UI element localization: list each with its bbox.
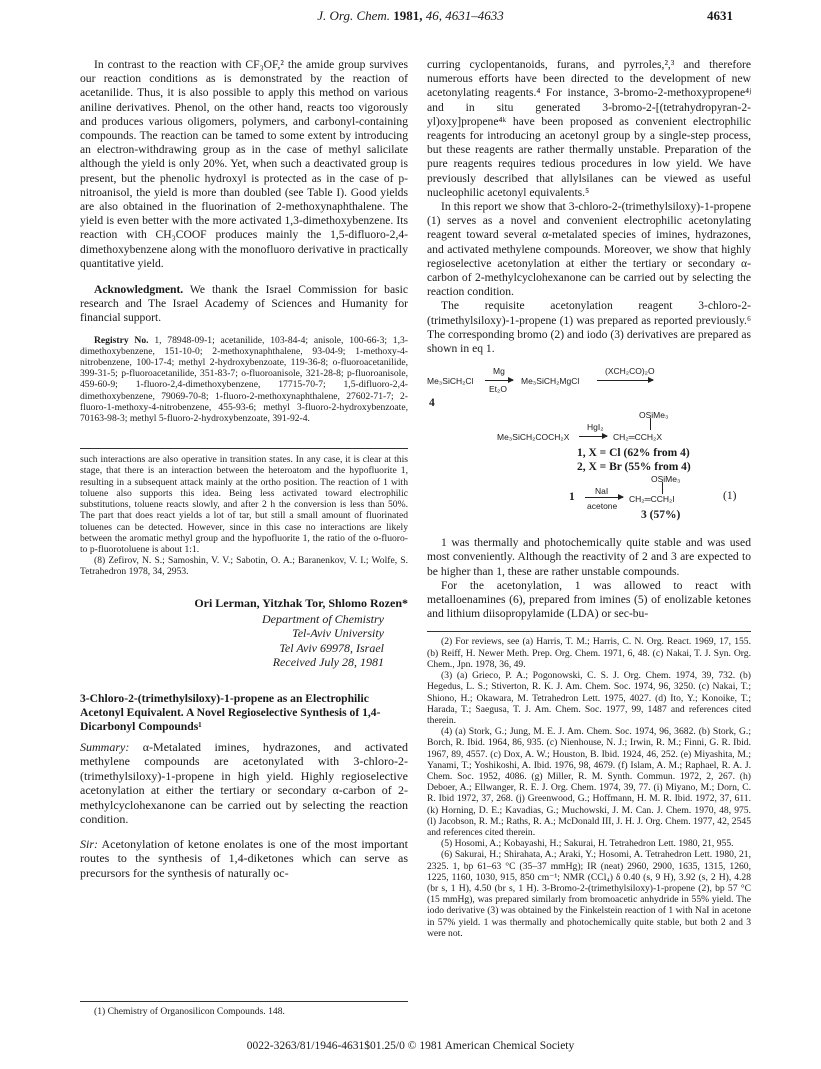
page-footer: 0022-3263/81/1946-4631$01.25/0 © 1981 American Chemical Society xyxy=(246,1040,575,1052)
affiliation xyxy=(80,612,408,670)
summary-heading: Summary: xyxy=(80,739,130,754)
scheme-reagent-hgi2: HgI₂ xyxy=(587,422,604,433)
sir-text: Acetonylation of ketone enolates is one of the most important routes to the synthesis of 1,4-diketones which can serve as precursors for the synthesis of naturally oc- xyxy=(80,836,408,880)
paragraph-4: 1 was thermally and photochemically quite stable and was used most conveniently. Although the reactivity of 2 and 3 are expected to be higher than 1, these are rather unstable compounds. xyxy=(427,536,751,578)
acknowledgment xyxy=(80,283,408,326)
footnote-continuation: such interactions are also operative in transition states. In any case, it is clear at this stage, that there is an interaction between the heteroatom and the hypofluorite 1, resulting in a subsequent attack mainly at the ortho position. The reaction of 1 with toluene also supports this idea. Being less activated toward electrophilic substitutions, toluene reacts slowly, and after 2 h the conversion is less than 50%. The part that does react yields a lot of tar, but still a small amount of fluorinated toluenes can be detected. However, since in this case no interactions are likely between the aromatic methyl group and the hypofluorite 1, the ratio of the o-fluoro- to p-fluorotoluene is about 1:1. xyxy=(80,454,408,555)
paragraph-2: In this report we show that 3-chloro-2-(trimethylsiloxy)-1-propene (1) serves as a novel and convenient electrophilic acetonylating reagent toward several α-metalated species of imines, hydrazones, and activated methylene compounds. Moreover, we show that highly regioselective acetonylation at either the tertiary or secondary α-carbon of 2-methylcyclohexanone can be carried out by selecting the reaction condition. xyxy=(427,200,751,299)
scheme-reagent-nai: NaI xyxy=(595,486,609,497)
summary-text: α-Metalated imines, hydrazones, and activated methylene compounds are acetonylated with 3-chloro-2-(trimethylsiloxy)-1-propene in high yield. Highly regioselective acetonylation at either the tertiary or secondary α-carbon of 2-methylcyclohexanone can be carried out by selecting the reaction condition. xyxy=(80,739,409,827)
registry-text: 1, 78948-09-1; acetanilide, 103-84-4; anisole, 100-66-3; 1,3-dimethoxybenzene, 151-10-0; 2-methoxynaphthalene, 93-04-9; 1-methoxy-4-nitrobenzene, 100-17-4; methyl 2-hydroxybenzoate, 119-36-8; o-fluoroacetanilide, 399-31-5; p-fluoroacetanilide, 351-83-7; o-fluoroanisole, 321-28-8; p-fluoroanisole, 459-60-9; 1-fluoro-2,4-dimethoxybenzene, 17715-70-7; 1,5-difluoro-2,4-dimethoxybenzene, 79069-70-8; 1-fluoro-2-methoxynaphthalene, 27602-71-7; 2-fluoro-1-methoxy-4-nitrobenzene, 455-93-6; methyl 3-fluoro-2-hydroxybenzoate, 70163-98-3; methyl 5-fluoro-2-hydroxybenzoate, 391-92-4. xyxy=(80,334,408,425)
paragraph-1: curring cyclopentanoids, furans, and pyrroles,²,³ and therefore numerous efforts have been directed to the development of new acetonylating reagents.⁴ For instance, 3-bromo-2-methoxypropene⁴ʲ and in situ generated 3-bromo-2-[(tetrahydropyran-2-yl)oxy]propene⁴ᵏ have been proposed as convenient electrophilic reagents for introducing an acetonyl group by a single-step process, but these reagents are rather thermally unstable. Preparation of the pure reagents requires tedious procedures in low yield. We have previously described that allylsilanes can be viewed as useful nucleophilic acetonyl equivalents.⁵ xyxy=(427,58,751,199)
author-list: Ori Lerman, Yitzhak Tor, Shlomo Rozen* xyxy=(194,595,408,610)
reference-8: (8) Zefirov, N. S.; Samoshin, V. V.; Sabotin, O. A.; Baranenkov, V. I.; Wolfe, S. Tetrahedron 1978, 34, 2953. xyxy=(80,555,408,578)
scheme-product-1: 1, X = Cl (62% from 4) xyxy=(577,447,690,460)
scheme-arrow-1 xyxy=(485,380,513,381)
journal-volume: 46, xyxy=(425,8,443,23)
ack-text: We thank the Israel Commission for basic research and The Israel Academy of Sciences and Humanity for financial support. xyxy=(80,283,408,325)
scheme-compound-4: 4 xyxy=(429,397,435,410)
journal-name: J. Org. Chem. xyxy=(317,8,391,23)
summary xyxy=(80,740,408,827)
paragraph-5: For the acetonylation, 1 was allowed to react with metalloenamines (6), prepared from imines (5) of enolizable ketones and lithium diisopropylamide (LDA) or sec-bu- xyxy=(427,578,751,621)
running-header xyxy=(0,8,821,28)
references-block xyxy=(427,631,751,938)
scheme-iodide: CH₂═CCH₂I xyxy=(629,494,675,505)
scheme-reagent-mg: Mg xyxy=(493,366,505,377)
scheme-start-1: 1 xyxy=(569,491,575,504)
intro-paragraph: In contrast to the reaction with CF₃OF,² the amide group survives our reaction conditions as is demonstrated by the reaction of acetanilide. Thus, it is also possible to apply this method on various aniline derivatives. Phenol, on the other hand, reacts too vigorously and produces various oligomers, polymers, and carbonyl-containing compounds. The reaction can be tamed to some extent by introducing an electron-withdrawing group as in the case of methyl salicilate although the yield is only 20%. Yet, when such a deactivated group is present, but the phenolic hydroxyl is protected as in the case of p-nitroanisol, the yield is more than doubled (see Table I). Good yields are also obtained in the fluorination of 2-methoxynaphthalene. The yield is even better with the more activated 1,3-dimethoxybenzene. Its reaction with CH₃COOF produces mainly the 1,5-difluoro-2,4-dimethoxybenzene along with the monofluoro derivative in practically quantitative yield. xyxy=(80,58,408,270)
reference-6: (6) Sakurai, H.; Shirahata, A.; Araki, Y.; Hosomi, A. Tetrahedron Lett. 1980, 21, 2325. 1, bp 61–63 °C (35–37 mmHg); IR (neat) 2960, 2900, 1635, 1315, 1260, 1225, 1160, 1030, 915, 850 cm⁻¹; NMR (CCl₄) δ 0.40 (s, 9 H), 3.92 (s, 2 H), 4.28 (br s, 1 H), 4.50 (br s, 1 H). 3-Bromo-2-(trimethylsiloxy)-1-propene (2), bp 57 °C (15 mmHg), was prepared similarly from bromoacetic anhydride in 55% yield. The iodo derivative (3) was obtained by the Finkelstein reaction of 1 with NaI in acetone in 57% yield. 1 was thermally and photochemically quite stable, but both 2 and 3 were not. xyxy=(427,849,751,939)
scheme-silyl-enol-ether: CH₂═CCH₂X xyxy=(613,432,662,443)
scheme-arrow-2 xyxy=(597,380,653,381)
reference-3: (3) (a) Grieco, P. A.; Pogonowski, C. S. J. Org. Chem. 1974, 39, 732. (b) Hegedus, L. S.; Stiverton, R. K. J. Am. Chem. Soc. 1974, 96, 3250. (c) Nakai, T.; Shiono, H.; Okawara, M. Tetrahedron Lett. 1975, 4027. (d) Ito, Y.; Konoike, T.; Harada, T.; Saegusa, T. J. Am. Chem. Soc. 1977, 99, 1487 and references cited therein. xyxy=(427,670,751,726)
reference-2: (2) For reviews, see (a) Harris, T. M.; Harris, C. N. Org. React. 1969, 17, 155. (b) Reiff, H. Newer Meth. Prep. Org. Chem. 1971, 6, 48. (c) Nakai, T. J. Syn. Org. Chem., Jpn. 1978, 36, 49. xyxy=(427,636,751,670)
scheme-osime3-b: OSiMe₃ xyxy=(651,474,681,485)
article-title: 3-Chloro-2-(trimethylsiloxy)-1-propene as an Electrophilic Acetonyl Equivalent. A Novel Regioselective Synthesis of 1,4-Dicarbonyl Compounds¹ xyxy=(80,691,381,733)
sir-heading: Sir: xyxy=(80,836,98,851)
affiliation-department: Department of Chemistry xyxy=(262,611,384,626)
reaction-scheme xyxy=(427,356,751,526)
reference-4: (4) (a) Stork, G.; Jung, M. E. J. Am. Chem. Soc. 1974, 96, 3682. (b) Stork, G.; Borch, R. Ibid. 1964, 86, 935. (c) Nienhouse, N. J.; Irwin, R. M.; Finni, G. R. Ibid. 1967, 89, 4557. (c) Dox, A. W.; Houston, B. Ibid. 1924, 46, 252. (e) Miyashita, M.; Yanami, T.; Yoshikoshi, A. Ibid. 1976, 98, 4679. (f) Islam, A. M.; Raphael, R. A. J. Chem. Soc. 1952, 4086. (g) Miller, R. M. Synth. Commun. 1972, 2, 267. (h) Deboer, A.; Ellwanger, R. E. J. Org. Chem. 1974, 39, 77. (i) Miyano, M.; Dorn, C. R. Ibid 1972, 37, 268. (j) Greenwood, G.; Hoffmann, H. M. R. Ibid. 1972, 37, 611. (k) Horning, D. E.; Kavadias, G.; Muchowski, J. M. Can. J. Chem. 1970, 48, 975. (l) Jacobson, R. M.; Raths, R. A.; McDonald III, J. H. J. Org. Chem. 1977, 42, 2545 and references cited therein. xyxy=(427,726,751,838)
scheme-product-3: 3 (57%) xyxy=(641,509,681,522)
scheme-grignard: Me₃SiCH₂MgCl xyxy=(521,376,580,387)
registry-numbers xyxy=(80,335,408,425)
scheme-bond-a xyxy=(650,418,651,430)
left-column xyxy=(80,58,408,880)
journal-year: 1981, xyxy=(393,8,423,23)
right-column xyxy=(427,58,751,939)
received-date: Received July 28, 1981 xyxy=(272,655,384,670)
note-block xyxy=(80,448,408,577)
scheme-equation-number: (1) xyxy=(723,490,737,503)
registry-heading: Registry No. xyxy=(94,334,149,346)
scheme-reagent-anhydride: (XCH₂CO)₂O xyxy=(605,366,655,377)
scheme-product-2: 2, X = Br (55% from 4) xyxy=(577,461,691,474)
scheme-osime3-a: OSiMe₃ xyxy=(639,410,669,421)
scheme-arrow-3 xyxy=(579,436,607,437)
reference-5: (5) Hosomi, A.; Kobayashi, H.; Sakurai, H. Tetrahedron Lett. 1980, 21, 955. xyxy=(441,838,734,850)
page-number: 4631 xyxy=(707,8,733,23)
journal-pages: 4631–4633 xyxy=(445,8,504,23)
affiliation-university: Tel-Aviv University xyxy=(292,626,384,641)
footnote-1-block xyxy=(80,1001,408,1017)
scheme-solvent-acetone: acetone xyxy=(587,501,618,512)
journal-citation xyxy=(0,8,821,24)
scheme-solvent-ether: Et₂O xyxy=(489,384,507,395)
scheme-reactant-1: Me₃SiCH₂Cl xyxy=(427,376,474,387)
scheme-arrow-4 xyxy=(585,497,623,498)
ack-heading: Acknowledgment. xyxy=(94,283,184,297)
footnote-1: (1) Chemistry of Organosilicon Compounds. 148. xyxy=(94,1006,285,1017)
scheme-ketone: Me₃SiCH₂COCH₂X xyxy=(497,432,570,443)
paragraph-3: The requisite acetonylation reagent 3-chloro-2-(trimethylsiloxy)-1-propene (1) was prepared as reported previously.⁶ The corresponding bromo (2) and iodo (3) derivatives are prepared as shown in eq 1. xyxy=(427,299,751,356)
sir-paragraph xyxy=(80,837,408,881)
affiliation-address: Tel Aviv 69978, Israel xyxy=(279,640,384,655)
